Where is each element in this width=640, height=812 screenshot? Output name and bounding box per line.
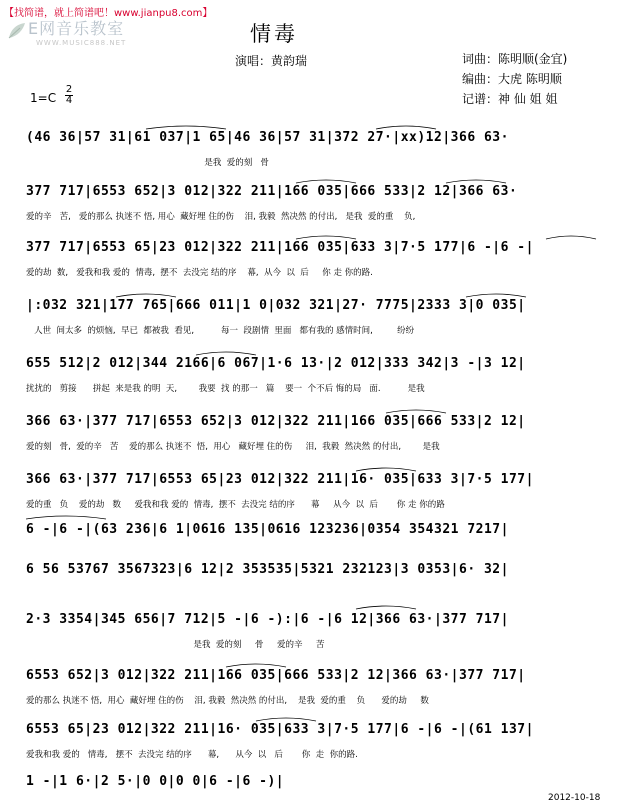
notation-line: 6 -|6 -|(63 236|6 1|0616 135|0616 123236|0354 354321 7217| xyxy=(26,522,509,537)
notation-line: 366 63·|377 717|6553 652|3 012|322 211|166 035|666 533|2 12| xyxy=(26,414,526,429)
score-row xyxy=(0,276,640,336)
site-logo-url: WWW.MUSIC888.NET xyxy=(36,39,127,47)
notation-line: 6553 65|23 012|322 211|16· 035|633 3|7·5 177|6 -|6 -|(61 137| xyxy=(26,722,534,737)
score-row xyxy=(0,108,640,168)
leaf-logo-icon xyxy=(6,20,28,42)
site-logo xyxy=(6,16,156,50)
lyrics-line: 爱我和我 爱的 情毒, 摆不 去没完 结的序 幕, 从今 以 后 你 走 你的路. xyxy=(26,750,358,760)
notation-line: 1 -|1 6·|2 5·|0 0|0 0|6 -|6 -)| xyxy=(26,774,285,789)
notation-line: (46 36|57 31|61 037|1 65|46 36|57 31|372 27·|xx)12|366 63· xyxy=(26,130,509,145)
site-banner-link[interactable]: 【找简谱，就上简谱吧！www.jianpu8.com】 xyxy=(4,8,213,19)
notation-line: 377 717|6553 65|23 012|322 211|166 035|633 3|7·5 177|6 -|6 -| xyxy=(26,240,534,255)
notation-line: 655 512|2 012|344 2166|6 067|1·6 13·|2 012|333 342|3 -|3 12| xyxy=(26,356,526,371)
score-row xyxy=(0,752,640,812)
site-logo-text: E网音乐教室 xyxy=(28,19,125,38)
lyrics-line: 扰扰的 剪接 拼起 来是我 的明 天, 我要 找 的那一 篇 要一 个不后 悔的局 面. 是我 xyxy=(26,384,425,394)
score-row xyxy=(0,218,640,278)
score-row xyxy=(0,590,640,650)
score-row xyxy=(0,334,640,394)
score-row xyxy=(0,646,640,706)
notation-line: 6 56 53767 3567323|6 12|2 353535|5321 232123|3 0353|6· 32| xyxy=(26,562,509,577)
notation-line: 6553 652|3 012|322 211|166 035|666 533|2 12|366 63·|377 717| xyxy=(26,668,526,683)
lyrics-line: 人世 间太多 的烦恼, 早已 都被我 看见, 每一 段剧情 里面 都有我的 感情时间, 纷纷 xyxy=(26,326,415,336)
notation-line: 2·3 3354|345 656|7 712|5 -|6 -):|6 -|6 12|366 63·|377 717| xyxy=(26,612,509,627)
lyricist-credit: 词曲：陈明顺(金宜) xyxy=(462,52,568,66)
score-row xyxy=(0,700,640,760)
time-signature xyxy=(65,85,73,106)
lyrics-line: 爱的辛 苦, 爱的那么 执迷不 悟, 用心 藏好埋 住的伤 泪, 我毅 然决然 的付出, 是我 爱的重 负, xyxy=(26,212,416,222)
lyrics-line: 是我 爱的刻 骨 爱的辛 苦 xyxy=(26,640,325,650)
notation-line: 377 717|6553 652|3 012|322 211|166 035|666 533|2 12|366 63· xyxy=(26,184,518,199)
singer-credit: 演唱：黄韵瑞 xyxy=(235,54,308,68)
meter-bottom: 4 xyxy=(65,95,73,106)
lyrics-line: 爱的劫 数, 爱我和我 爱的 情毒, 摆不 去没完 结的序 幕, 从今 以 后 你 走 你的路. xyxy=(26,268,373,278)
transcriber-credit: 记谱：神 仙 姐 姐 xyxy=(462,92,558,106)
notation-line: 366 63·|377 717|6553 65|23 012|322 211|16· 035|633 3|7·5 177| xyxy=(26,472,534,487)
key-signature: 1=C xyxy=(30,91,57,105)
meter-top: 2 xyxy=(65,84,73,95)
lyrics-line: 爱的刻 骨, 爱的辛 苦 爱的那么 执迷不 悟, 用心 藏好埋 住的伤 泪, 我毅 然决然 的付出, 是我 xyxy=(26,442,440,452)
transcription-date: 2012-10-18 xyxy=(548,793,601,803)
score-row xyxy=(0,392,640,452)
lyrics-line: 是我 爱的刻 骨 xyxy=(26,158,269,168)
score-row xyxy=(0,162,640,222)
notation-line: |:032 321|177 765|666 011|1 0|032 321|27· 7775|2333 3|0 035| xyxy=(26,298,526,313)
song-title: 情毒 xyxy=(250,22,298,46)
lyrics-line: 爱的重 负 爱的劫 数 爱我和我 爱的 情毒, 摆不 去没完 结的序 幕 从今 以 后 你 走 你的路 xyxy=(26,500,445,510)
arranger-credit: 编曲：大虎 陈明顺 xyxy=(462,72,562,86)
lyrics-line: 爱的那么 执迷不 悟, 用心 藏好埋 住的伤 泪, 我毅 然决然 的付出, 是我 爱的重 负 爱的劫 数 xyxy=(26,696,429,706)
